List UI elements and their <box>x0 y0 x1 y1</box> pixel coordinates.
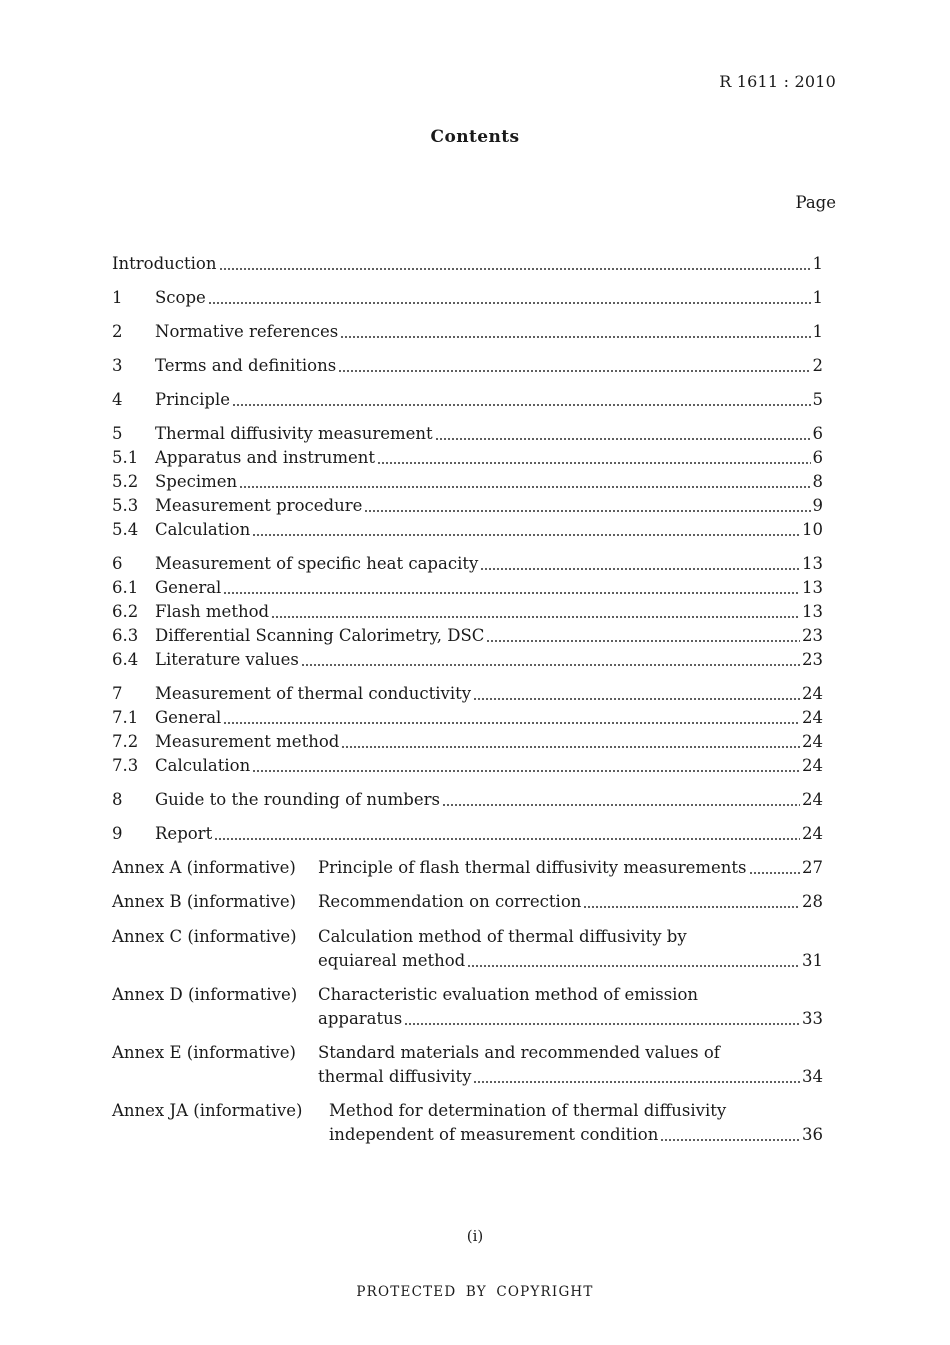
toc-entry[interactable] <box>112 518 823 542</box>
toc-entry-number: 6.2 <box>112 602 139 621</box>
toc-entry-title: Differential Scanning Calorimetry, DSC <box>155 626 485 645</box>
annex-title-line: Calculation method of thermal diffusivity by <box>318 927 687 946</box>
annex-label: Annex C (informative) <box>112 927 297 946</box>
toc-entry-page: 6 <box>812 424 823 443</box>
toc-entry-number: 4 <box>112 390 123 409</box>
toc-entry[interactable] <box>112 706 823 730</box>
dot-leader <box>749 856 800 880</box>
dot-leader <box>660 1123 800 1147</box>
copyright-footer: PROTECTED BY COPYRIGHT <box>356 1284 594 1300</box>
toc-entry-page: 24 <box>802 824 823 843</box>
toc-entry[interactable] <box>112 320 823 344</box>
toc-entry[interactable] <box>112 648 823 672</box>
annex-label: Annex A (informative) <box>112 858 296 877</box>
toc-entry-page: 24 <box>802 790 823 809</box>
toc-entry-page: 24 <box>802 756 823 775</box>
dot-leader <box>364 494 810 518</box>
toc-entry-title: Scope <box>155 288 206 307</box>
dot-leader <box>467 949 800 973</box>
toc-entry-page: 28 <box>802 892 823 911</box>
toc-entry-page: 34 <box>802 1067 823 1086</box>
dot-leader <box>223 706 800 730</box>
dot-leader <box>473 1065 800 1089</box>
toc-entry-number: 7.1 <box>112 708 139 727</box>
dot-leader <box>404 1007 800 1031</box>
dot-leader <box>340 320 810 344</box>
dot-leader <box>435 422 811 446</box>
toc-entry-title: Measurement method <box>155 732 340 751</box>
toc-entry-page: 6 <box>812 448 823 467</box>
toc-entry-page: 8 <box>812 472 823 491</box>
toc-entry-title: Specimen <box>155 472 238 491</box>
dot-leader <box>442 788 800 812</box>
toc-entry-number: 7.2 <box>112 732 139 751</box>
toc-entry-title: Flash method <box>155 602 270 621</box>
toc-entry[interactable] <box>112 624 823 648</box>
toc-entry-title: Literature values <box>155 650 299 669</box>
annex-title: independent of measurement condition <box>329 1125 659 1144</box>
toc-entry[interactable] <box>112 354 823 378</box>
annex-label: Annex B (informative) <box>112 892 297 911</box>
dot-leader <box>338 354 810 378</box>
toc-entry-number: 1 <box>112 288 123 307</box>
toc-entry-page: 23 <box>802 626 823 645</box>
dot-leader <box>583 890 800 914</box>
toc-entry-number: 5 <box>112 424 123 443</box>
toc-entry-number: 6.3 <box>112 626 139 645</box>
toc-entry-title: Report <box>155 824 213 843</box>
annex-title: Principle of flash thermal diffusivity measurements <box>318 858 747 877</box>
toc-entry-title: General <box>155 708 222 727</box>
toc-entry-page: 36 <box>802 1125 823 1144</box>
toc-entry-page: 24 <box>802 684 823 703</box>
toc-entry-number: 6.4 <box>112 650 139 669</box>
annex-label: Annex JA (informative) <box>112 1101 303 1120</box>
annex-title-line: Characteristic evaluation method of emission <box>318 985 699 1004</box>
toc-entry-number: 6.1 <box>112 578 139 597</box>
toc-entry-page: 27 <box>802 858 823 877</box>
toc-entry-title: Guide to the rounding of numbers <box>155 790 440 809</box>
toc-entry-page: 1 <box>812 288 823 307</box>
toc-entry-title: Introduction <box>112 254 217 273</box>
page-title: Contents <box>430 127 520 147</box>
annex-title-line: Standard materials and recommended values of <box>318 1043 720 1062</box>
toc-entry-title: Measurement of thermal conductivity <box>155 684 472 703</box>
toc-entry-number: 5.2 <box>112 472 139 491</box>
annex-title: apparatus <box>318 1009 403 1028</box>
dot-leader <box>208 286 811 310</box>
dot-leader <box>486 624 800 648</box>
toc-annex-d[interactable] <box>112 1007 823 1031</box>
toc-annex-ja[interactable] <box>112 1123 823 1147</box>
toc-entry[interactable] <box>112 470 823 494</box>
dot-leader <box>232 388 810 412</box>
toc-entry-introduction[interactable] <box>112 252 823 276</box>
annex-title: Recommendation on correction <box>318 892 582 911</box>
toc-entry-number: 6 <box>112 554 123 573</box>
toc-entry[interactable] <box>112 754 823 778</box>
toc-entry-page: 2 <box>812 356 823 375</box>
dot-leader <box>473 682 800 706</box>
toc-entry-number: 8 <box>112 790 123 809</box>
toc-entry-title: Calculation <box>155 756 251 775</box>
toc-entry-page: 9 <box>812 496 823 515</box>
toc-entry-page: 5 <box>812 390 823 409</box>
annex-title: thermal diffusivity <box>318 1067 472 1086</box>
dot-leader <box>239 470 810 494</box>
dot-leader <box>214 822 800 846</box>
toc-entry-number: 3 <box>112 356 123 375</box>
toc-entry-page: 13 <box>802 602 823 621</box>
toc-entry[interactable] <box>112 422 823 446</box>
toc-entry[interactable] <box>112 552 823 576</box>
dot-leader <box>252 518 800 542</box>
dot-leader <box>223 576 800 600</box>
toc-annex-b[interactable] <box>112 890 823 914</box>
dot-leader <box>219 252 811 276</box>
toc-entry-page: 24 <box>802 732 823 751</box>
page-folio: (i) <box>466 1227 484 1245</box>
toc-entry-title: Terms and definitions <box>155 356 337 375</box>
toc-entry[interactable] <box>112 822 823 846</box>
toc-entry-number: 5.4 <box>112 520 139 539</box>
toc-entry-page: 10 <box>802 520 823 539</box>
annex-title-line: Method for determination of thermal diffusivity <box>329 1101 727 1120</box>
document-id: R 1611 : 2010 <box>719 72 836 91</box>
toc-entry-number: 7 <box>112 684 123 703</box>
dot-leader <box>252 754 800 778</box>
toc-entry-title: General <box>155 578 222 597</box>
toc-entry[interactable] <box>112 600 823 624</box>
toc-entry-title: Thermal diffusivity measurement <box>155 424 433 443</box>
toc-entry[interactable] <box>112 576 823 600</box>
toc-entry-title: Calculation <box>155 520 251 539</box>
toc-entry-title: Principle <box>155 390 231 409</box>
toc-entry[interactable] <box>112 446 823 470</box>
dot-leader <box>301 648 800 672</box>
toc-entry[interactable] <box>112 788 823 812</box>
dot-leader <box>341 730 800 754</box>
toc-entry[interactable] <box>112 286 823 310</box>
toc-entry-page: 13 <box>802 578 823 597</box>
toc-entry-page: 33 <box>802 1009 823 1028</box>
toc-entry-title: Normative references <box>155 322 339 341</box>
toc-entry-page: 23 <box>802 650 823 669</box>
toc-entry-number: 7.3 <box>112 756 139 775</box>
toc-entry[interactable] <box>112 682 823 706</box>
annex-label: Annex D (informative) <box>112 985 298 1004</box>
toc-entry-title: Apparatus and instrument <box>155 448 376 467</box>
toc-annex-c[interactable] <box>112 949 823 973</box>
page-column-heading: Page <box>795 193 836 212</box>
annex-title: equiareal method <box>318 951 466 970</box>
toc-entry-number: 2 <box>112 322 123 341</box>
toc-entry-title: Measurement procedure <box>155 496 363 515</box>
toc-entry-number: 5.1 <box>112 448 139 467</box>
toc-entry-page: 31 <box>802 951 823 970</box>
toc-entry-title: Measurement of specific heat capacity <box>155 554 479 573</box>
dot-leader <box>377 446 810 470</box>
toc-entry-number: 9 <box>112 824 123 843</box>
toc-entry[interactable] <box>112 730 823 754</box>
dot-leader <box>271 600 800 624</box>
toc-entry[interactable] <box>112 494 823 518</box>
toc-entry[interactable] <box>112 388 823 412</box>
dot-leader <box>480 552 800 576</box>
toc-annex-a[interactable] <box>112 856 823 880</box>
annex-label: Annex E (informative) <box>112 1043 296 1062</box>
toc-entry-page: 1 <box>812 254 823 273</box>
toc-entry-number: 5.3 <box>112 496 139 515</box>
toc-entry-page: 24 <box>802 708 823 727</box>
toc-entry-page: 1 <box>812 322 823 341</box>
toc-annex-e[interactable] <box>112 1065 823 1089</box>
toc-entry-page: 13 <box>802 554 823 573</box>
